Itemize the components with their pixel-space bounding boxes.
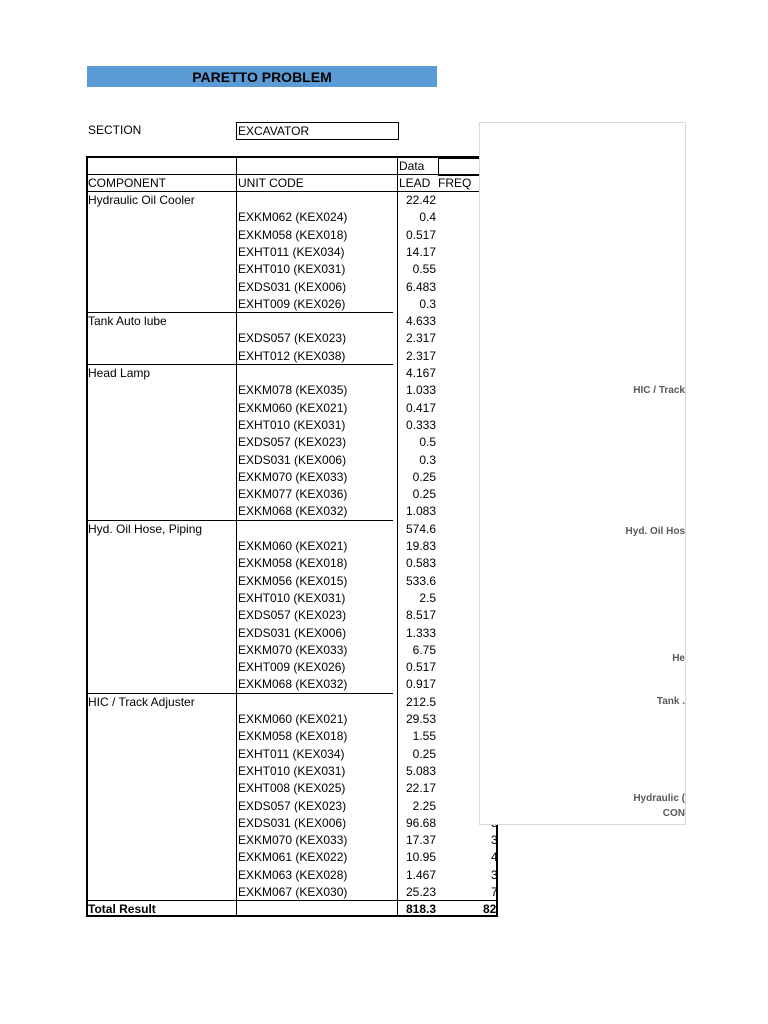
unit-code-cell[interactable]: EXDS031 (KEX006)	[238, 279, 347, 294]
unit-code-cell[interactable]: EXDS057 (KEX023)	[238, 435, 347, 450]
unit-code-cell[interactable]: EXKM070 (KEX033)	[238, 469, 348, 484]
lead-cell[interactable]: 1.467	[405, 867, 436, 882]
unit-code-cell[interactable]: EXKM061 (KEX022)	[238, 850, 348, 865]
unit-code-cell[interactable]: EXKM058 (KEX018)	[238, 227, 348, 242]
column-divider	[236, 158, 237, 915]
lead-cell[interactable]: 5.083	[405, 763, 436, 778]
unit-code-cell[interactable]: EXHT012 (KEX038)	[238, 348, 346, 363]
unit-code-cell[interactable]: EXKM067 (KEX030)	[238, 885, 348, 899]
unit-code-cell[interactable]: EXHT010 (KEX031)	[238, 590, 346, 605]
col-header-freq[interactable]: FREQ	[438, 176, 472, 190]
lead-cell[interactable]: 8.517	[405, 608, 436, 623]
lead-cell[interactable]: 10.95	[405, 850, 436, 865]
lead-cell[interactable]: 0.4	[419, 210, 436, 225]
section-value-cell[interactable]: EXCAVATOR	[236, 122, 399, 140]
lead-cell[interactable]: 6.483	[405, 279, 436, 294]
col-header-component[interactable]: COMPONENT	[88, 176, 166, 190]
unit-code-cell[interactable]: EXDS031 (KEX006)	[238, 815, 347, 830]
lead-cell[interactable]: 6.75	[412, 642, 436, 657]
total-label: Total Result	[88, 902, 156, 916]
lead-cell[interactable]: 0.5	[419, 435, 436, 450]
unit-code-cell[interactable]: EXHT009 (KEX026)	[238, 660, 346, 675]
lead-cell[interactable]: 29.53	[405, 712, 436, 726]
unit-code-cell[interactable]: EXKM062 (KEX024)	[238, 210, 348, 225]
col-header-unit-code[interactable]: UNIT CODE	[238, 176, 304, 190]
total-freq: 82	[483, 902, 497, 916]
unit-code-cell[interactable]: EXDS057 (KEX023)	[238, 798, 347, 813]
chart-category-label: HIC / Track	[633, 385, 685, 396]
lead-cell[interactable]: 2.317	[405, 348, 436, 363]
lead-cell[interactable]: 0.517	[405, 227, 436, 242]
freq-cell[interactable]: 7	[491, 885, 498, 899]
component-cell[interactable]: Hyd. Oil Hose, Piping	[88, 521, 203, 536]
lead-cell[interactable]: 0.583	[405, 556, 436, 571]
chart-category-label: Tank .	[656, 696, 685, 707]
lead-cell[interactable]: 96.68	[405, 815, 436, 830]
lead-cell[interactable]: 19.83	[405, 539, 436, 553]
pareto-chart-panel[interactable]	[479, 122, 686, 825]
unit-code-cell[interactable]: EXKM060 (KEX021)	[238, 400, 348, 415]
data-field-box	[438, 158, 480, 176]
freq-cell[interactable]: 3	[491, 833, 498, 848]
unit-code-cell[interactable]: EXHT010 (KEX031)	[238, 417, 346, 432]
unit-code-cell[interactable]: EXDS031 (KEX006)	[238, 625, 347, 640]
unit-code-cell[interactable]: EXKM077 (KEX036)	[238, 487, 348, 502]
lead-cell[interactable]: 0.3	[419, 296, 436, 311]
unit-code-cell[interactable]: EXDS031 (KEX006)	[238, 452, 347, 467]
unit-code-cell[interactable]: EXDS057 (KEX023)	[238, 608, 347, 623]
lead-cell[interactable]: 0.25	[412, 487, 436, 502]
unit-code-cell[interactable]: EXKM068 (KEX032)	[238, 504, 348, 519]
unit-code-cell[interactable]: EXKM063 (KEX028)	[238, 867, 348, 882]
chart-category-label: CON	[662, 808, 685, 819]
lead-cell[interactable]: 1.083	[405, 504, 436, 519]
component-cell[interactable]: Hydraulic Oil Cooler	[88, 193, 195, 207]
lead-cell[interactable]: 4.167	[405, 366, 436, 380]
component-cell[interactable]: Head Lamp	[88, 366, 151, 380]
total-lead: 818.3	[405, 902, 436, 916]
section-label: SECTION	[88, 123, 142, 137]
unit-code-cell[interactable]: EXKM058 (KEX018)	[238, 556, 348, 571]
unit-code-cell[interactable]: EXDS057 (KEX023)	[238, 331, 347, 346]
lead-cell[interactable]: 2.317	[405, 331, 436, 346]
unit-code-cell[interactable]: EXKM070 (KEX033)	[238, 642, 348, 657]
lead-cell[interactable]: 0.25	[412, 746, 436, 761]
unit-code-cell[interactable]: EXKM068 (KEX032)	[238, 677, 348, 692]
unit-code-cell[interactable]: EXHT011 (KEX034)	[238, 746, 345, 761]
chart-category-label: He	[672, 653, 685, 664]
unit-code-cell[interactable]: EXHT010 (KEX031)	[238, 262, 346, 277]
lead-cell[interactable]: 25.23	[405, 885, 436, 899]
chart-category-label: Hydraulic (	[633, 793, 685, 804]
lead-cell[interactable]: 22.17	[405, 781, 436, 796]
lead-cell[interactable]: 0.917	[405, 677, 436, 692]
unit-code-cell[interactable]: EXKM060 (KEX021)	[238, 539, 348, 553]
unit-code-cell[interactable]: EXHT009 (KEX026)	[238, 296, 346, 311]
sheet-title	[87, 66, 437, 87]
lead-cell[interactable]: 1.55	[412, 729, 436, 744]
lead-cell[interactable]: 1.333	[405, 625, 436, 640]
lead-cell[interactable]: 212.5	[405, 694, 436, 709]
lead-cell[interactable]: 14.17	[405, 244, 436, 259]
col-header-lead[interactable]: LEAD	[399, 176, 431, 190]
freq-cell[interactable]: 4	[491, 850, 498, 865]
unit-code-cell[interactable]: EXHT008 (KEX025)	[238, 781, 346, 796]
lead-cell[interactable]: 2.5	[419, 590, 436, 605]
lead-cell[interactable]: 0.3	[419, 452, 436, 467]
unit-code-cell[interactable]: EXHT011 (KEX034)	[238, 244, 345, 259]
unit-code-cell[interactable]: EXHT010 (KEX031)	[238, 763, 346, 778]
lead-cell[interactable]: 0.417	[405, 400, 436, 415]
unit-code-cell[interactable]: EXKM060 (KEX021)	[238, 712, 348, 726]
lead-cell[interactable]: 0.517	[405, 660, 436, 675]
unit-code-cell[interactable]: EXKM078 (KEX035)	[238, 383, 348, 398]
lead-cell[interactable]: 2.25	[412, 798, 436, 813]
sheet-title-text: PARETTO PROBLEM	[192, 68, 332, 85]
data-header: Data	[399, 159, 425, 173]
lead-cell[interactable]: 17.37	[405, 833, 436, 848]
unit-code-cell[interactable]: EXKM070 (KEX033)	[238, 833, 348, 848]
component-cell[interactable]: HIC / Track Adjuster	[88, 694, 195, 709]
pivot-table	[86, 156, 498, 917]
lead-cell[interactable]: 4.633	[405, 314, 436, 329]
lead-cell[interactable]: 533.6	[405, 573, 436, 588]
lead-cell[interactable]: 0.55	[412, 262, 436, 277]
lead-cell[interactable]: 0.333	[405, 417, 436, 432]
freq-cell[interactable]: 3	[491, 867, 498, 882]
lead-cell[interactable]: 1.033	[405, 383, 436, 398]
chart-category-label: Hyd. Oil Hos	[625, 526, 685, 537]
unit-code-cell[interactable]: EXKM056 (KEX015)	[238, 573, 348, 588]
lead-cell[interactable]: 574.6	[405, 521, 436, 536]
component-cell[interactable]: Tank Auto lube	[88, 314, 167, 329]
lead-cell[interactable]: 0.25	[412, 469, 436, 484]
unit-code-cell[interactable]: EXKM058 (KEX018)	[238, 729, 348, 744]
lead-cell[interactable]: 22.42	[405, 193, 436, 207]
